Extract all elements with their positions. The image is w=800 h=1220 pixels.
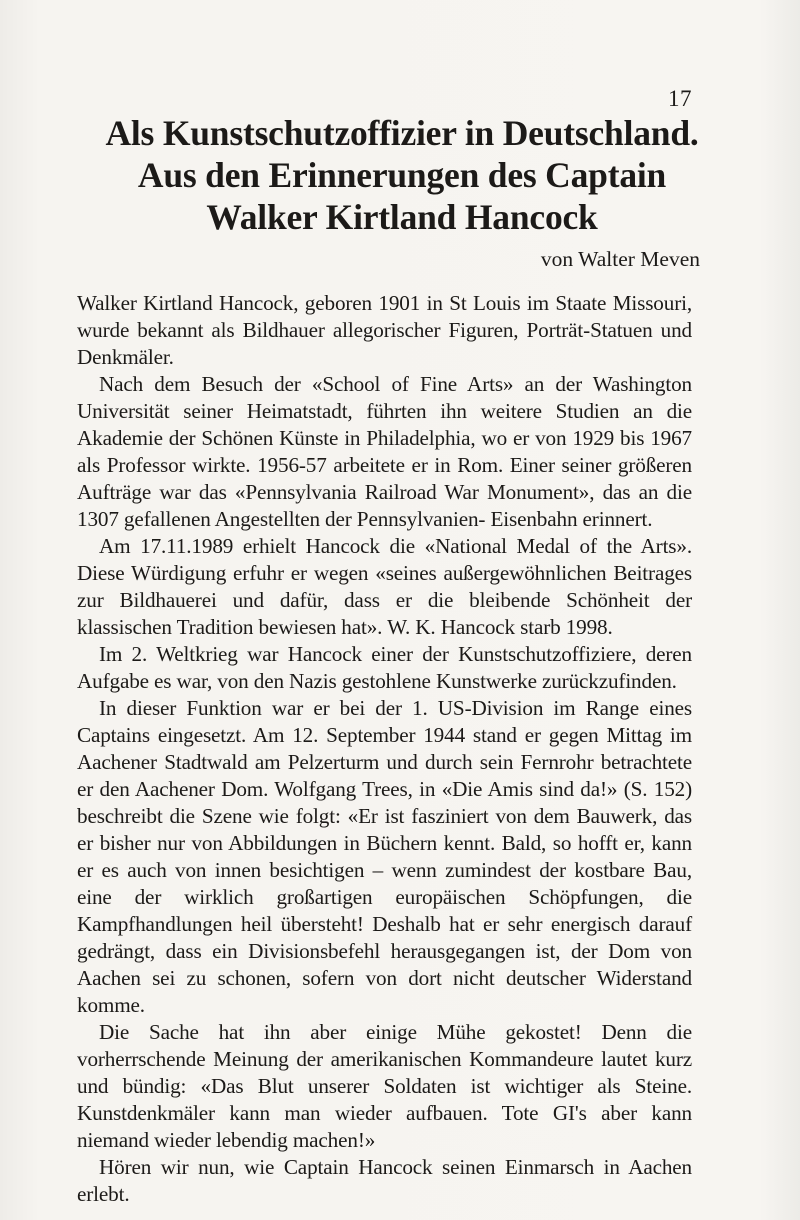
paragraph: Walker Kirtland Hancock, geboren 1901 in St Louis im Staate Missouri, wurde bekannt als Bildhauer allegorischer Figuren, Porträt-Statuen und Denkmäler. bbox=[77, 291, 692, 369]
chapter-title bbox=[60, 112, 744, 238]
chapter-title-line-2: Aus den Erinnerungen des Captain bbox=[137, 155, 667, 195]
chapter-title-line-1: Als Kunstschutzoffizier in Deutschland. bbox=[105, 113, 699, 153]
paragraph: Nach dem Besuch der «School of Fine Arts» an der Washington Universität seiner Heimatstadt, führten ihn weitere Studien an die Akademie der Schönen Künste in Philadelphia, wo er von 1929 bis 1967 als Professor wirkte. 1956-57 arbeitete er in Rom. Einer seiner größeren Aufträge war das «Pennsylvania Railroad War Monument», das an die 1307 gefallenen Angestellten der Pennsylvanien- Eisenbahn erinnert. bbox=[77, 372, 692, 531]
paragraph: Hören wir nun, wie Captain Hancock seinen Einmarsch in Aachen erlebt. bbox=[77, 1155, 692, 1206]
paragraph: Am 17.11.1989 erhielt Hancock die «National Medal of the Arts». Diese Würdigung erfuhr er wegen «seines außergewöhnlichen Beitrages zur Bildhauerei und dafür, dass er die bleibende Schönheit der klassischen Tradition bewiesen hat». W. K. Hancock starb 1998. bbox=[77, 534, 692, 639]
chapter-title-line-3: Walker Kirtland Hancock bbox=[206, 197, 598, 237]
paragraph: In dieser Funktion war er bei der 1. US-Division im Range eines Captains eingesetzt. Am 12. September 1944 stand er gegen Mittag im Aachener Stadtwald am Pelzerturm und durch sein Fernrohr betrachtete er den Aachener Dom. Wolfgang Trees, in «Die Amis sind da!» (S. 152) beschreibt die Szene wie folgt: «Er ist fasziniert von dem Bauwerk, das er bisher nur von Abbildungen in Büchern kennt. Bald, so hofft er, kann er es auch von innen besichtigen – wenn zumindest der kostbare Bau, eine der wirklich großartigen europäischen Schöpfungen, die Kampfhandlungen heil übersteht! Deshalb hat er sehr energisch darauf gedrängt, dass ein Divisionsbefehl herausgegangen ist, der Dom von Aachen sei zu schonen, sofern von dort nicht deutscher Widerstand komme. bbox=[77, 696, 692, 1017]
paragraph: Die Sache hat ihn aber einige Mühe gekostet! Denn die vorherrschende Meinung der amerikanischen Kommandeure lautet kurz und bündig: «Das Blut unserer Soldaten ist wichtiger als Steine. Kunstdenkmäler kann man wieder aufbauen. Tote GI's aber kann niemand wieder lebendig machen!» bbox=[77, 1020, 692, 1152]
author-byline: von Walter Meven bbox=[540, 247, 700, 271]
body-text bbox=[77, 290, 692, 1208]
paragraph: Im 2. Weltkrieg war Hancock einer der Kunstschutzoffiziere, deren Aufgabe es war, von den Nazis gestohlene Kunstwerke zurückzufinden. bbox=[77, 642, 692, 693]
page-number: 17 bbox=[668, 86, 692, 111]
